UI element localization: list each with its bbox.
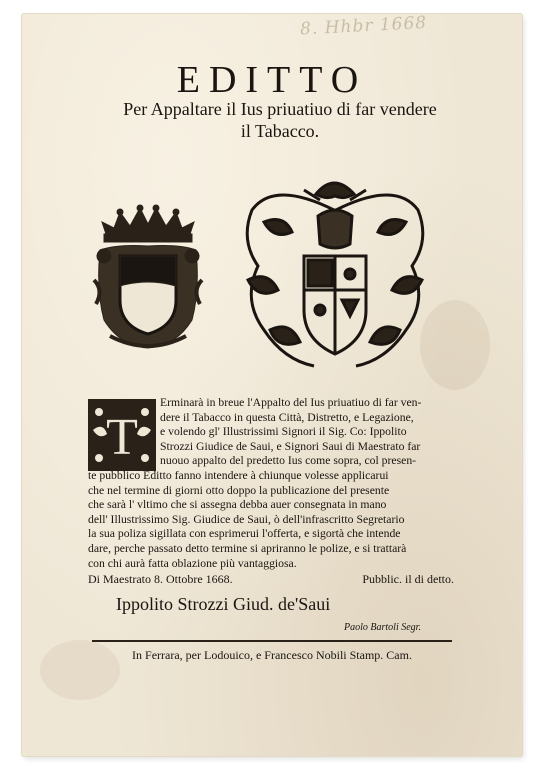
body-line: Erminarà in breue l'Appalto del Ius priuatiuo di far ven- bbox=[160, 396, 422, 409]
edict-body bbox=[88, 396, 463, 571]
publication-note: Pubblic. il di detto. bbox=[362, 572, 454, 586]
printer-imprint: In Ferrara, per Lodouico, e Francesco Nobili Stamp. Cam. bbox=[132, 648, 412, 662]
body-line: e volendo gl' Illustrissimi Signori il Sig. Co: Ippolito bbox=[160, 425, 407, 439]
body-line: te pubblico Editto fanno intendere à chiunque volesse applicarui bbox=[88, 468, 389, 482]
body-line: la sua poliza sigillata con esprimerui l'offerta, e sigortà che intende bbox=[88, 527, 401, 541]
document-title: EDITTO bbox=[176, 59, 368, 101]
subtitle-line: il Tabacco. bbox=[240, 121, 320, 141]
body-line: nuouo appalto del predetto Ius come sopra, col presen- bbox=[160, 454, 417, 468]
body-line: dere il Tabacco in questa Città, Distretto, e Legazione, bbox=[160, 410, 414, 424]
drop-cap-letter: T bbox=[106, 409, 138, 466]
divider-rule bbox=[92, 640, 452, 642]
coat-of-arms-crowned-shield bbox=[90, 200, 206, 350]
coat-of-arms-eagle-crest bbox=[234, 170, 436, 380]
body-line: dell' Illustrissimo Sig. Giudice de Saui, ò dell'infrascritto Segretario bbox=[88, 512, 405, 526]
subtitle-line: Per Appaltare il Ius priuatiuo di far vendere bbox=[123, 99, 437, 119]
secretary-name: Paolo Bartoli Segr. bbox=[344, 622, 421, 633]
body-line: con chi aurà fatta oblazione più vantaggiosa. bbox=[88, 556, 297, 570]
edict-date: Di Maestrato 8. Ottobre 1668. bbox=[88, 572, 233, 586]
handwritten-note: 8. Hhbr 1668 bbox=[299, 12, 428, 40]
body-line: dare, perche passato detto termine si apriranno le polize, e si trattarà bbox=[88, 541, 407, 555]
document-subtitle bbox=[70, 98, 490, 142]
signatory-name: Ippolito Strozzi Giud. de'Saui bbox=[116, 594, 331, 614]
body-line: che sarà l' vltimo che si assegna debba auer consegnata in mano bbox=[88, 498, 387, 512]
body-line: Strozzi Giudice de Saui, e Signori Saui di Maestrato far bbox=[160, 439, 421, 453]
date-row bbox=[88, 572, 460, 587]
body-line: che nel termine di giorni otto doppo la publicazione del presente bbox=[88, 483, 390, 497]
